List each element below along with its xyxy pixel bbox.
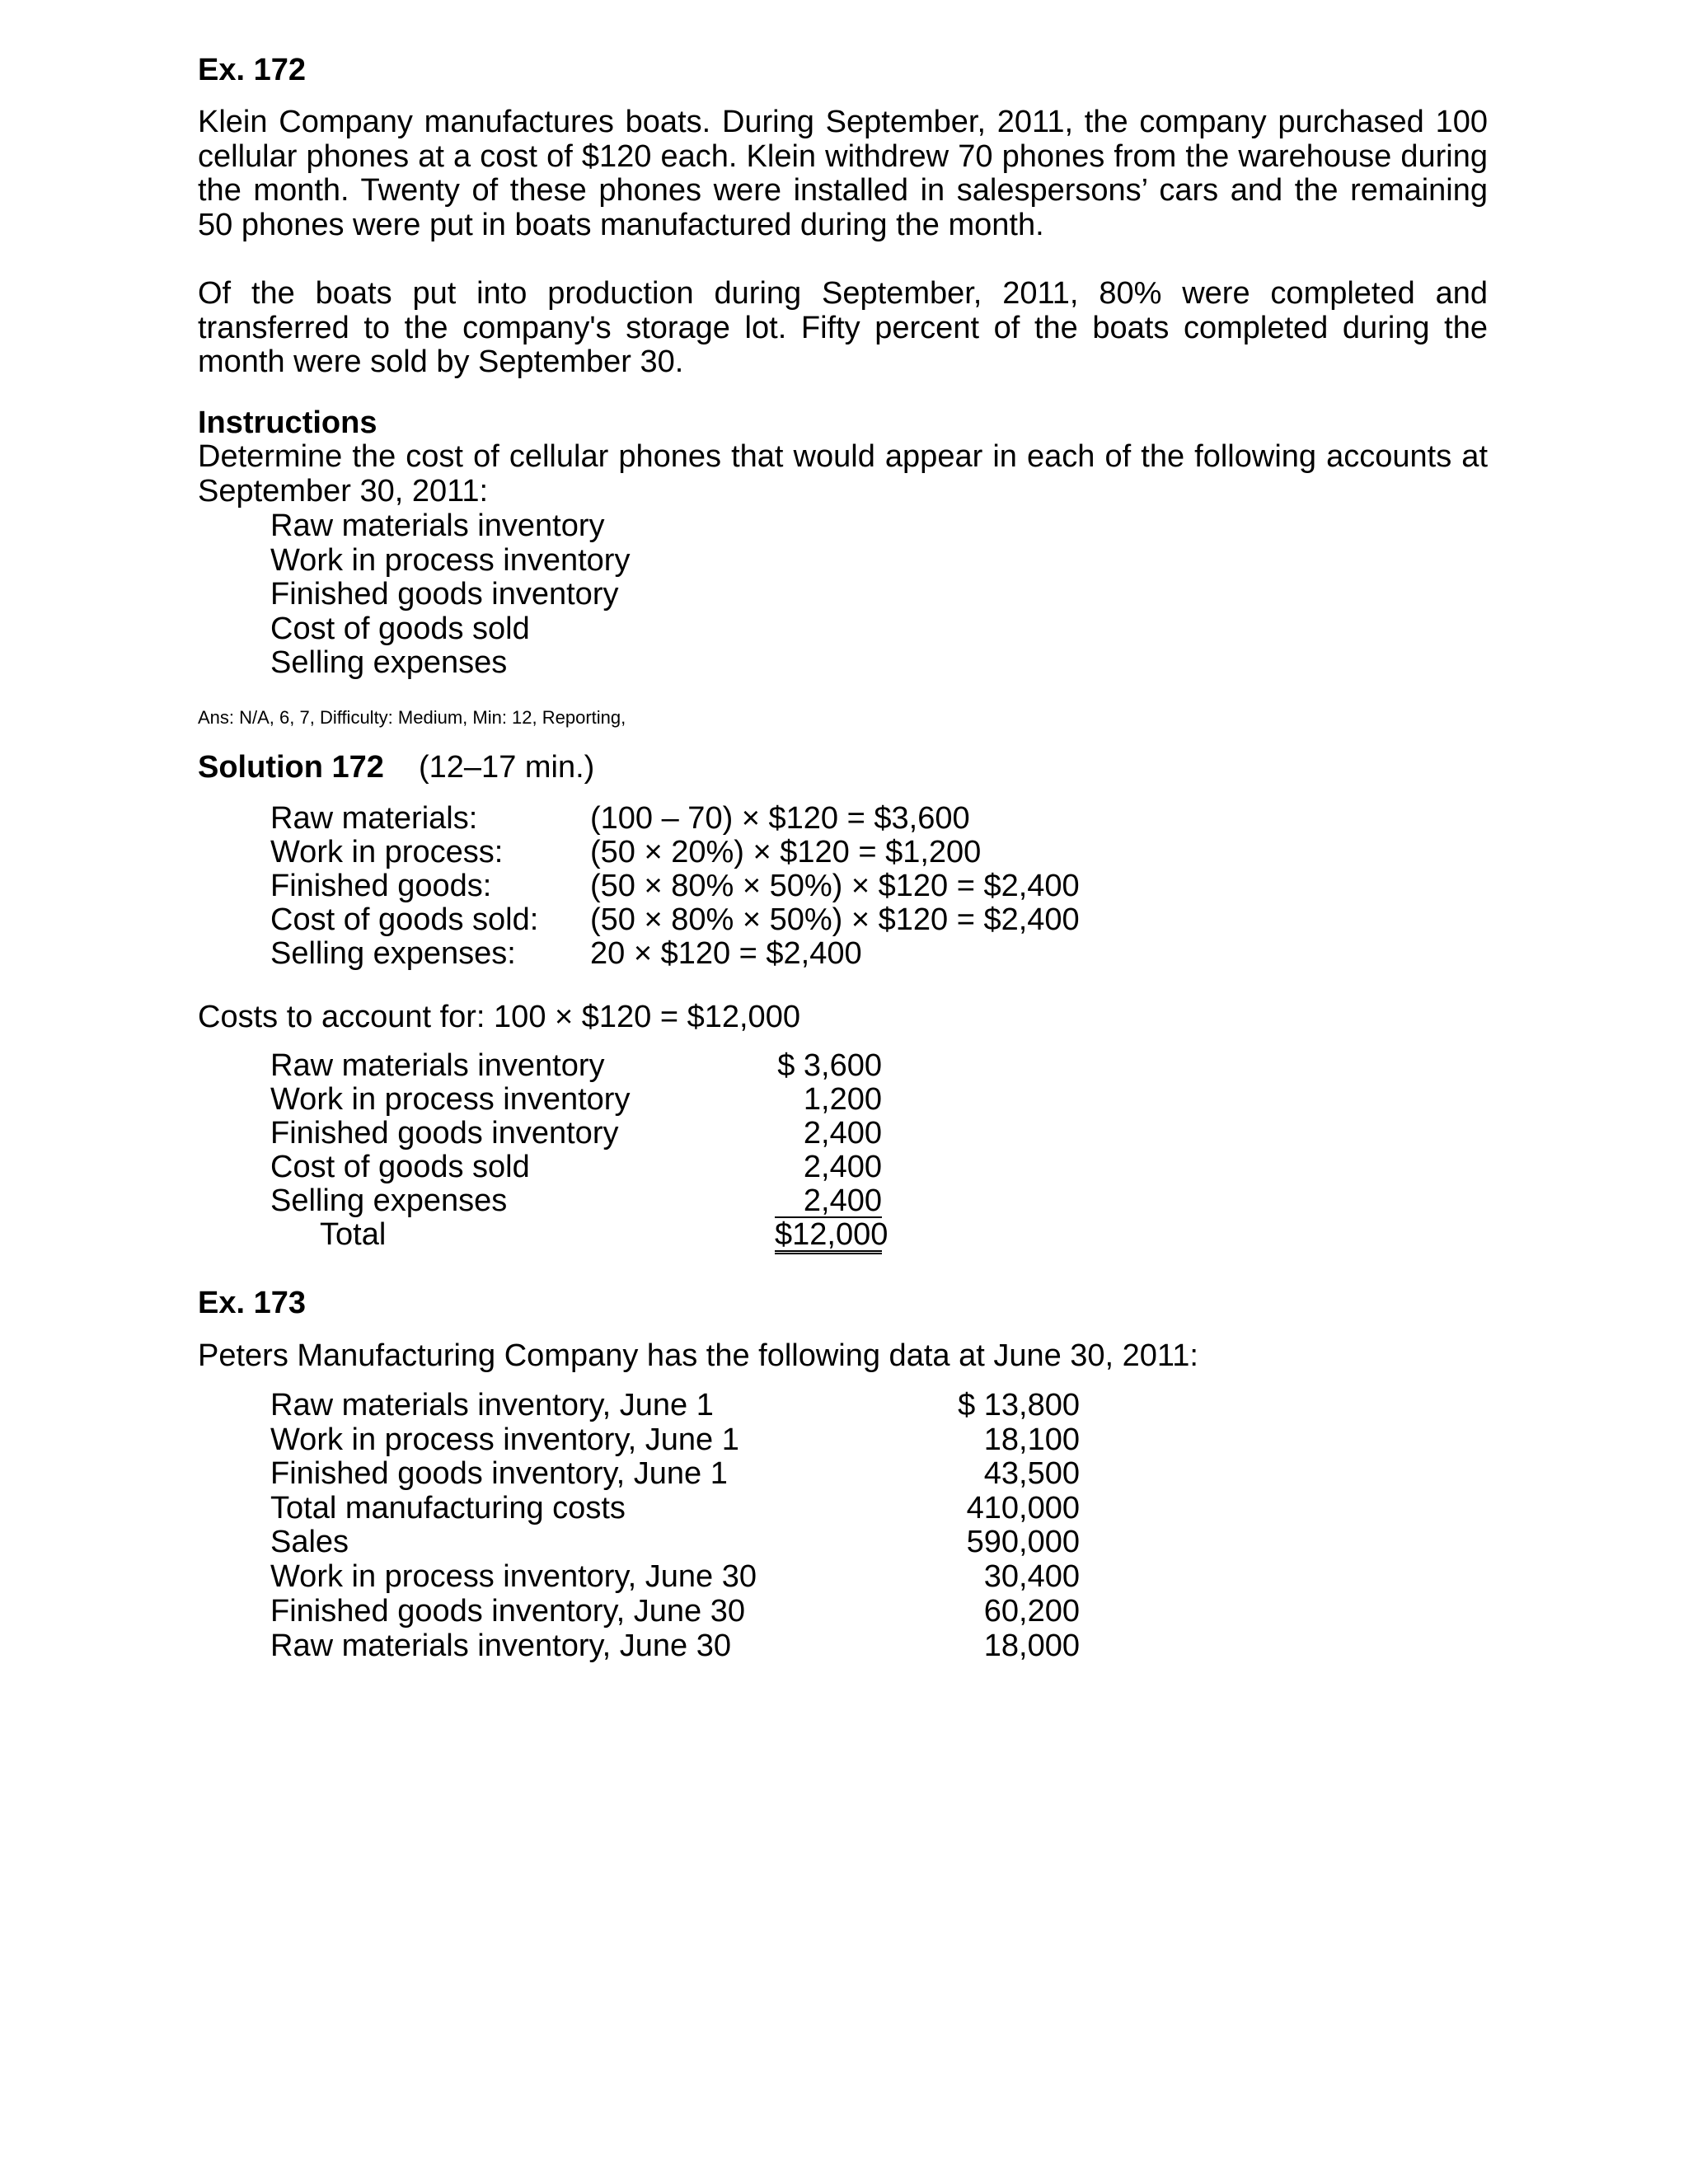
ex173-heading: Ex. 173: [198, 1286, 306, 1320]
calc-label: Finished goods:: [270, 869, 492, 903]
calc-label: Cost of goods sold:: [270, 902, 539, 937]
data-amount: 410,000: [966, 1491, 1080, 1526]
instructions-heading: Instructions: [198, 405, 377, 440]
answer-metadata: Ans: N/A, 6, 7, Difficulty: Medium, Min: 12, Reporting,: [198, 707, 626, 728]
account-item: Work in process inventory: [270, 542, 631, 578]
data-label: Work in process inventory, June 30: [270, 1559, 757, 1594]
calc-formula: (50 × 80% × 50%) × $120 = $2,400: [590, 902, 1080, 937]
calc-label: Work in process:: [270, 835, 504, 869]
total-amount: [775, 1217, 889, 1254]
calc-label: Raw materials:: [270, 801, 478, 836]
summary-amount: [775, 1183, 882, 1216]
data-amount: 43,500: [983, 1456, 1080, 1491]
calc-formula: (50 × 20%) × $120 = $1,200: [590, 835, 982, 869]
summary-label: Raw materials inventory: [270, 1048, 605, 1083]
summary-label: Selling expenses: [270, 1183, 508, 1218]
summary-label: Cost of goods sold: [270, 1150, 530, 1184]
data-amount: 18,000: [983, 1629, 1080, 1663]
costs-to-account-for: Costs to account for: 100 × $120 = $12,000: [198, 1000, 800, 1034]
data-label: Total manufacturing costs: [270, 1491, 626, 1526]
data-label: Raw materials inventory, June 30: [270, 1629, 731, 1663]
summary-amount: 2,400: [803, 1150, 882, 1184]
data-amount: $ 13,800: [958, 1388, 1080, 1422]
data-label: Sales: [270, 1525, 349, 1559]
summary-label: Finished goods inventory: [270, 1116, 619, 1151]
data-label: Raw materials inventory, June 1: [270, 1388, 714, 1422]
summary-label: Work in process inventory: [270, 1082, 631, 1117]
solution-time: (12–17 min.): [419, 750, 595, 785]
total-label: Total: [320, 1217, 387, 1252]
calc-formula: (50 × 80% × 50%) × $120 = $2,400: [590, 869, 1080, 903]
summary-amount-underlined: 2,400: [775, 1185, 882, 1218]
calc-formula: 20 × $120 = $2,400: [590, 936, 862, 971]
data-label: Finished goods inventory, June 1: [270, 1456, 728, 1491]
ex172-paragraph-2: Of the boats put into production during September, 2011, 80% were completed and transferred to the company's storage lot. Fifty percent of the boats completed during the month were sold by September 30.: [198, 276, 1488, 379]
accounts-list: [270, 509, 630, 681]
data-amount: 30,400: [983, 1559, 1080, 1594]
data-amount: 60,200: [983, 1594, 1080, 1629]
summary-amount: $ 3,600: [777, 1048, 882, 1083]
data-amount: 590,000: [966, 1525, 1080, 1559]
calc-formula: (100 – 70) × $120 = $3,600: [590, 801, 970, 836]
data-amount: 18,100: [983, 1422, 1080, 1457]
solution-heading: Solution 172: [198, 750, 384, 785]
account-item: Selling expenses: [270, 645, 508, 680]
data-label: Finished goods inventory, June 30: [270, 1594, 745, 1629]
ex172-heading: Ex. 172: [198, 53, 306, 87]
account-item: Finished goods inventory: [270, 577, 619, 612]
calc-label: Selling expenses:: [270, 936, 516, 971]
summary-amount: 2,400: [803, 1116, 882, 1151]
ex172-paragraph-1: Klein Company manufactures boats. During September, 2011, the company purchased 100 cellular phones at a cost of $120 each. Klein withdrew 70 phones from the warehouse during the month. Twenty of these phones were installed in salespersons’ cars and the remaining 50 phones were put in boats manufactured during the month.: [198, 105, 1488, 242]
account-item: Cost of goods sold: [270, 611, 530, 646]
data-label: Work in process inventory, June 1: [270, 1422, 739, 1457]
instructions-text: Determine the cost of cellular phones that would appear in each of the following accounts at September 30, 2011:: [198, 439, 1488, 509]
summary-amount: 1,200: [803, 1082, 882, 1117]
ex173-intro: Peters Manufacturing Company has the following data at June 30, 2011:: [198, 1338, 1198, 1373]
account-item: Raw materials inventory: [270, 509, 605, 543]
total-amount-double-underlined: $12,000: [775, 1219, 882, 1254]
